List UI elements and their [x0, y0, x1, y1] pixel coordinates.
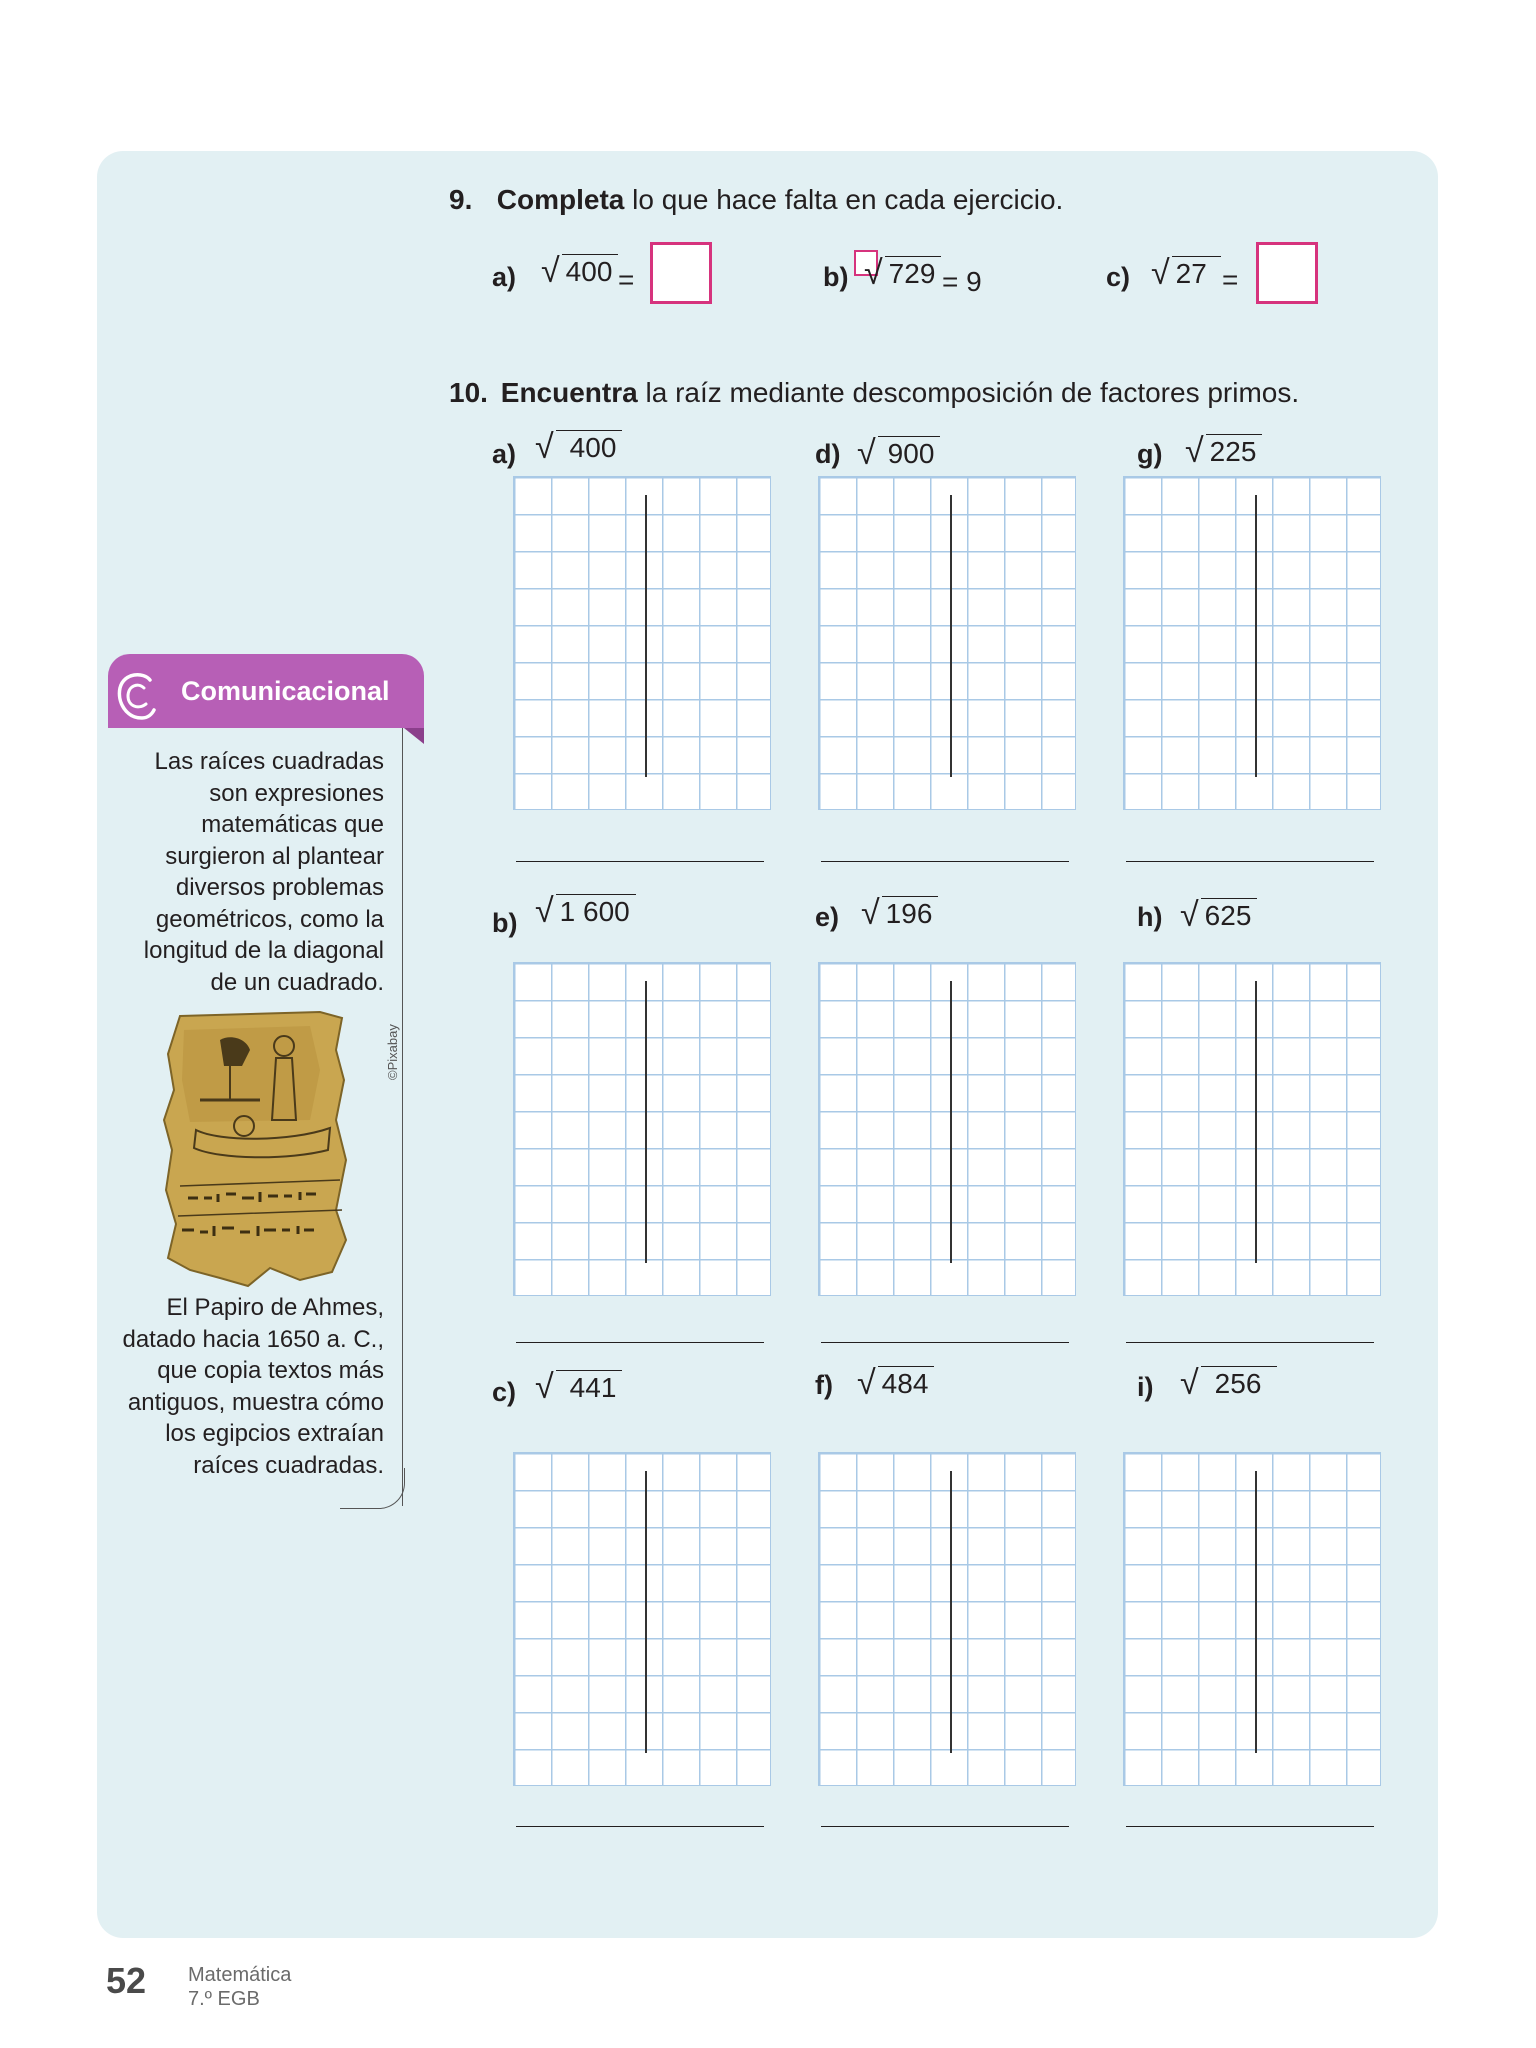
ex9-c-answer-box[interactable] — [1256, 242, 1318, 304]
grid-divider-line — [950, 1471, 952, 1753]
ex10-h-label: h) — [1137, 902, 1163, 932]
ex10-b-label: b) — [492, 908, 518, 938]
ex10-h-radical: √ 625 — [1180, 898, 1257, 932]
ex10-c-work-grid[interactable] — [513, 1452, 771, 1786]
papyrus-image — [160, 1010, 350, 1292]
ex10-e-radical: √ 196 — [861, 896, 938, 930]
ex10-d-radical: √ 900 — [857, 436, 940, 470]
sidebar-paragraph-1: Las raíces cuadradas son expresiones matemáticas que surgieron al plantear diversos problemas geométricos, como la longitud de la diagonal de un cuadrado. — [143, 748, 384, 996]
ex10-c-answer-line[interactable] — [516, 1826, 764, 1827]
ex9-a-label: a) — [492, 262, 517, 292]
ex9-c-radical: √ 27 — [1151, 256, 1221, 290]
ex10-a-answer-line[interactable] — [516, 861, 764, 862]
ex10-i-label: i) — [1137, 1372, 1154, 1402]
sidebar-tab-fold — [404, 728, 424, 744]
sidebar-paragraph-2: El Papiro de Ahmes, datado hacia 1650 a. C., que copia textos más antiguos, muestra cómo los egipcios extraían raíces cuadradas. — [122, 1294, 384, 1479]
ex10-i-radical: √ 256 — [1180, 1366, 1277, 1400]
ex10-d-label: d) — [815, 439, 841, 469]
c-letter-icon — [114, 668, 158, 724]
footer-subject: Matemática 7.º EGB — [188, 1964, 292, 2010]
ex10-h-work-grid[interactable] — [1123, 962, 1381, 1296]
ex10-b-radical: √ 1 600 — [535, 894, 636, 928]
grid-divider-line — [950, 981, 952, 1263]
grid-divider-line — [645, 495, 647, 777]
ex10-b-answer-line[interactable] — [516, 1342, 764, 1343]
ex9-a-equals: = — [618, 264, 635, 295]
grid-divider-line — [1255, 495, 1257, 777]
ex10-f-label: f) — [815, 1370, 833, 1400]
ex10-i-work-grid[interactable] — [1123, 1452, 1381, 1786]
ex10-d-work-grid[interactable] — [818, 476, 1076, 810]
grid-divider-line — [1255, 1471, 1257, 1753]
ex9-b-radical: √ 729 — [864, 256, 941, 290]
ex10-g-work-grid[interactable] — [1123, 476, 1381, 810]
ex10-c-label: c) — [492, 1377, 517, 1407]
ex10-a-label: a) — [492, 439, 517, 469]
grid-divider-line — [645, 1471, 647, 1753]
ex10-b-work-grid[interactable] — [513, 962, 771, 1296]
grid-divider-line — [1255, 981, 1257, 1263]
image-credit: ©Pixabay — [385, 1024, 400, 1080]
exercise-10-instruction: Encuentra — [500, 377, 638, 408]
ex9-c-label: c) — [1106, 262, 1131, 292]
ex10-e-label: e) — [815, 902, 840, 932]
ex10-c-radical: √ 441 — [535, 1370, 622, 1404]
exercise-9-instruction: Completa — [496, 184, 625, 215]
ex10-g-label: g) — [1137, 439, 1163, 469]
sidebar-title: Comunicacional — [181, 676, 390, 706]
ex10-d-answer-line[interactable] — [821, 861, 1069, 862]
exercise-10-title: 10. Encuentra la raíz mediante descomposición de factores primos. — [449, 377, 1300, 408]
ex9-a-radical: √ 400 — [541, 254, 618, 288]
ex9-a-answer-box[interactable] — [650, 242, 712, 304]
grid-divider-line — [950, 495, 952, 777]
ex10-e-work-grid[interactable] — [818, 962, 1076, 1296]
ex10-g-radical: √ 225 — [1185, 434, 1262, 468]
exercise-9-title: 9. Completa lo que hace falta en cada ejercicio. — [449, 184, 1064, 215]
page-number: 52 — [106, 1960, 147, 2001]
ex10-a-work-grid[interactable] — [513, 476, 771, 810]
ex9-b-label: b) — [823, 262, 849, 292]
ex9-b-result: = 9 — [942, 266, 982, 297]
sidebar-border — [402, 728, 403, 1506]
ex10-e-answer-line[interactable] — [821, 1342, 1069, 1343]
ex10-a-radical: √ 400 — [535, 430, 622, 464]
ex10-f-answer-line[interactable] — [821, 1826, 1069, 1827]
ex10-f-radical: √ 484 — [857, 1366, 934, 1400]
grid-divider-line — [645, 981, 647, 1263]
ex10-g-answer-line[interactable] — [1126, 861, 1374, 862]
ex10-i-answer-line[interactable] — [1126, 1826, 1374, 1827]
ex10-h-answer-line[interactable] — [1126, 1342, 1374, 1343]
ex10-f-work-grid[interactable] — [818, 1452, 1076, 1786]
ex9-c-equals: = — [1222, 264, 1239, 295]
